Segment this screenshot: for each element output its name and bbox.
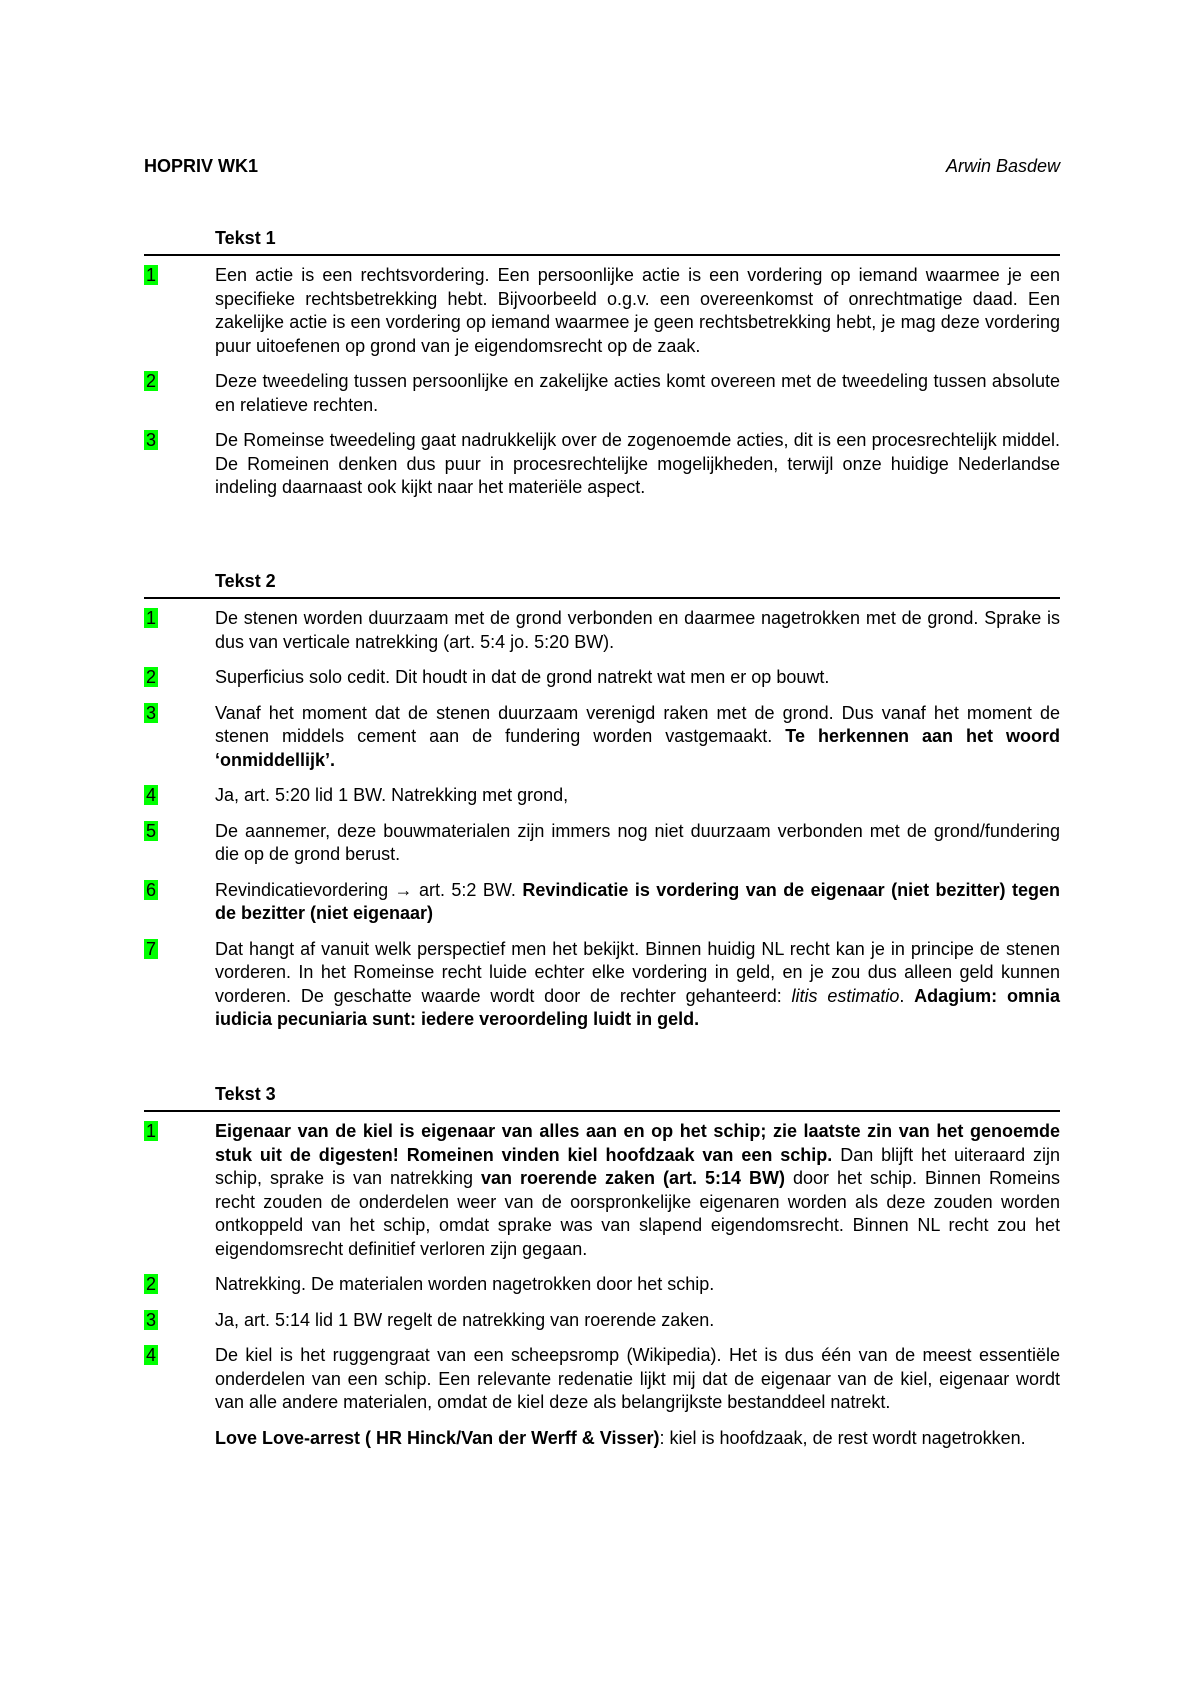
section-title: Tekst 3 — [215, 1084, 276, 1104]
course-title: HOPRIV WK1 — [144, 156, 259, 176]
answer-text — [215, 1120, 1060, 1261]
answer-item — [144, 429, 1060, 500]
answer-text — [215, 370, 1060, 417]
text-run: De stenen worden duurzaam met de grond verbonden en daarmee nagetrokken met de grond. Sprake is dus van verticale natrekking (art. 5:4 jo. 5:20 BW). — [215, 608, 1060, 652]
text-run: Dan blijft het uiteraard zijn schip, sprake is van natrekking — [215, 1144, 1061, 1188]
text-run: De kiel is het ruggengraat van een scheepsromp (Wikipedia). Het is dus één van de meest essentiële onderdelen van een schip. Een relevante redenatie lijkt mij dat de eigenaar van de kiel, eigenaar wordt van alle andere materialen, omdat de kiel deze als belangrijkste bestanddeel natrekt. — [215, 1345, 1060, 1412]
text-run: Revindicatievordering → art. 5:2 BW. — [215, 879, 523, 900]
text-run: De Romeinse tweedeling gaat nadrukkelijk over de zogenoemde acties, dit is een procesrechtelijk middel. De Romeinen denken dus puur in procesrechtelijke mogelijkheden, terwijl onze huidige Nederlandse indeling daarnaast ook kijkt naar het materiële aspect. — [215, 430, 1060, 497]
question-number-highlight: 1 — [146, 1121, 157, 1141]
question-number-highlight: 5 — [146, 820, 157, 841]
answer-text — [215, 607, 1060, 654]
question-number-highlight: 3 — [146, 430, 157, 450]
text-run: Ja, art. 5:20 lid 1 BW. Natrekking met grond, — [215, 785, 569, 805]
question-number-highlight: 3 — [146, 1309, 157, 1330]
question-number-highlight: 3 — [146, 702, 157, 723]
question-number-highlight: 4 — [146, 785, 157, 805]
document-header — [144, 156, 1060, 180]
text-run: Een actie is een rechtsvordering. Een persoonlijke actie is een vordering op iemand waarmee je een specifieke rechtsbetrekking hebt. Bijvoorbeeld o.g.v. een overeenkomst of onrechtmatige daad. Een zakelijke actie is een vordering op iemand waarmee je geen rechtsbetrekking hebt, je mag deze vordering puur uitoefenen op grond van je eigendomsrecht op de zaak. — [215, 265, 1060, 356]
bold-text: Eigenaar van de kiel is eigenaar van alles aan en op het schip; zie laatste zin van het genoemde stuk uit de digesten! Romeinen vinden kiel hoofdzaak van een schip. — [215, 1121, 1060, 1165]
answer-text — [215, 820, 1060, 867]
bold-text: Te herkennen aan het woord ‘onmiddellijk’. — [215, 726, 1060, 770]
text-run: Dat hangt af vanuit welk perspectief men het bekijkt. Binnen huidig NL recht kan je in principe de stenen vorderen. In het Romeinse recht luide echter elke vordering in geld, en je zou dus alleen geld kunnen vorderen. De geschatte waarde wordt door de rechter gehanteerd: — [215, 938, 1060, 1006]
section-tekst-2 — [144, 569, 1060, 1044]
answer-text — [215, 429, 1060, 500]
section-divider — [144, 1110, 1060, 1112]
text-run: door het schip. Binnen Romeins recht zouden de onderdelen weer van de oorspronkelijke eigenaren worden als deze zouden worden ontkoppeld van het schip, omdat sprake was van slapend eigendomsrecht. Binnen NL recht zou het eigendomsrecht definitief verloren zijn gegaan. — [215, 1168, 1060, 1259]
answer-item — [144, 1120, 1060, 1261]
bold-text: van roerende zaken (art. 5:14 BW) — [481, 1168, 785, 1188]
answer-item — [144, 702, 1060, 773]
text-run: De aannemer, deze bouwmaterialen zijn immers nog niet duurzaam verbonden met de grond/fundering die op de grond berust. — [215, 820, 1060, 864]
bold-text: Revindicatie is vordering van de eigenaar (niet bezitter) tegen de bezitter (niet eigenaar) — [215, 879, 1061, 923]
answer-item — [144, 938, 1060, 1032]
answer-item — [144, 1344, 1060, 1415]
question-number-highlight: 1 — [146, 265, 157, 285]
answer-item — [144, 820, 1060, 867]
answer-text — [215, 666, 1060, 690]
answer-item — [144, 879, 1060, 926]
text-run: Deze tweedeling tussen persoonlijke en zakelijke acties komt overeen met de tweedeling tussen absolute en relatieve rechten. — [215, 371, 1060, 415]
answer-item — [144, 666, 1060, 690]
answer-text — [215, 784, 1060, 808]
text-run: Ja, art. 5:14 lid 1 BW regelt de natrekking van roerende zaken. — [215, 1309, 715, 1330]
section-tekst-3 — [144, 1082, 1060, 1462]
answer-text — [215, 264, 1060, 358]
text-run: . — [899, 985, 915, 1006]
answer-item — [144, 264, 1060, 358]
question-number-highlight: 1 — [146, 608, 157, 628]
answer-text — [215, 1273, 1060, 1297]
answer-item — [144, 370, 1060, 417]
section-title: Tekst 2 — [215, 571, 276, 591]
text-run: Vanaf het moment dat de stenen duurzaam verenigd raken met de grond. Dus vanaf het moment de stenen middels cement aan de fundering worden vastgemaakt. — [215, 702, 1060, 746]
answer-text — [215, 1309, 1060, 1333]
author-name: Arwin Basdew — [945, 156, 1060, 176]
text-run: Superficius solo cedit. Dit houdt in dat de grond natrekt wat men er op bouwt. — [215, 667, 830, 687]
answer-item — [144, 1427, 1060, 1451]
text-run: : kiel is hoofdzaak, de rest wordt nagetrokken. — [659, 1427, 1026, 1448]
question-number-highlight: 6 — [146, 879, 157, 900]
text-run: Natrekking. De materialen worden nagetrokken door het schip. — [215, 1274, 715, 1294]
section-tekst-1 — [144, 226, 1060, 512]
answer-text — [215, 879, 1060, 926]
question-number-highlight: 7 — [146, 938, 157, 959]
section-divider — [144, 597, 1060, 599]
section-title: Tekst 1 — [215, 228, 276, 248]
answer-item — [144, 1273, 1060, 1297]
question-number-highlight: 4 — [146, 1345, 157, 1365]
question-number-highlight: 2 — [146, 1274, 157, 1294]
bold-text: Love Love-arrest ( HR Hinck/Van der Werff & Visser) — [215, 1427, 660, 1448]
answer-text — [215, 1344, 1060, 1415]
answer-text — [215, 938, 1060, 1032]
answer-text — [215, 1427, 1060, 1451]
question-number-highlight: 2 — [146, 371, 157, 391]
italic-text: litis estimatio — [791, 985, 900, 1006]
section-divider — [144, 254, 1060, 256]
answer-item — [144, 784, 1060, 808]
bold-text: Adagium: omnia iudicia pecuniaria sunt: iedere veroordeling luidt in geld. — [215, 985, 1060, 1029]
answer-text — [215, 702, 1060, 773]
question-number-highlight: 2 — [146, 667, 157, 687]
answer-item — [144, 1309, 1060, 1333]
answer-item — [144, 607, 1060, 654]
